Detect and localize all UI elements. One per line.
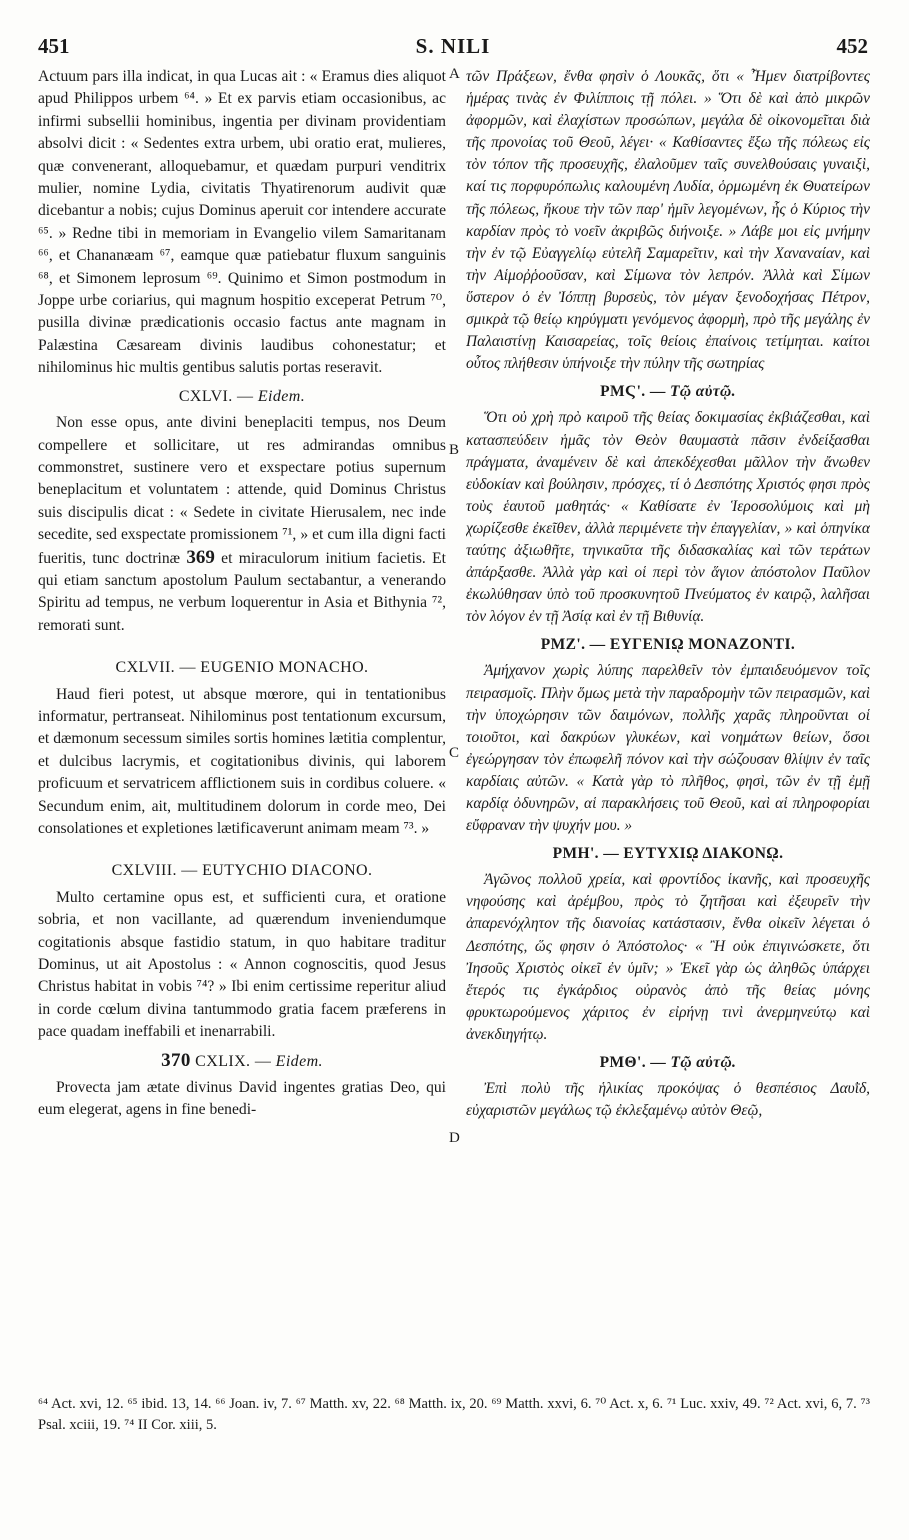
running-title: S. NILI bbox=[415, 34, 491, 58]
latin-heading-149-number: CXLIX. — bbox=[195, 1052, 276, 1070]
latin-paragraph-3: Haud fieri potest, ut absque mœrore, qui in tentationibus informatur, pertranseat. Nihilominus post tentationum excursum, et dæmonum secessum similes sortis homines lætitia complentur, et dulcibus lacrymis, et cogitationibus divinis, qui laborem proficuum et servatricem afflictionem suis in cordibus coluere. « Secundum enim, ait, multitudinem dolorum in corde meo, Dei consolationes et expletiones lætificaverunt animam meam ⁷³. » bbox=[38, 685, 446, 837]
greek-heading-149-number: ΡΜΘ'. — bbox=[599, 1054, 671, 1072]
latin-paragraph-2a: Non esse opus, ante divini beneplaciti tempus, nos Deum compellere et sollicitare, ut res admirandas omnibus commonstret, sustinere vero et exspectare potius supernum beneplacitum et voluntatem : attende, quid Dominus Christus suis discipulis dicat : « Sedete in civitate Hierusalem, nec inde secedite, sed exspectate promissionem ⁷¹, » et cum illa digni facti fueritis, tunc doctrinæ bbox=[38, 414, 446, 567]
migne-column-number-369: 369 bbox=[186, 546, 215, 568]
latin-column bbox=[38, 66, 446, 1386]
margin-letter-a: A bbox=[449, 66, 460, 82]
greek-heading-148: ΡΜΗ'. — ΕΥΤΥΧΙῼ ΔΙΑΚΟΝῼ. bbox=[552, 845, 784, 863]
latin-paragraph-4: Multo certamine opus est, et sufficienti cura, et oratione sobria, et non vacillante, ad quærendum inveniendumque cogitationis absque fastidio statum, in quo habitare traditur Dominus, ut ait Apostolus : « Annon cognoscitis, quod Jesus Christus habitat in vobis ⁷⁴? » Ibi enim certissime reperitur aliud in corde cœlum divina tantummodo gratia facem præferens in pace quadam ineffabili et inenarrabili. bbox=[38, 888, 446, 1041]
greek-heading-149-addressee: Τῷ αὐτῷ. bbox=[670, 1054, 737, 1072]
latin-heading-146 bbox=[38, 386, 446, 408]
greek-heading-146 bbox=[466, 381, 870, 403]
migne-column-number-370: 370 bbox=[161, 1049, 191, 1071]
margin-letter-c: C bbox=[449, 745, 460, 761]
latin-paragraph-2b: et miraculorum initium facietis. Et qui etiam sanctum apostolum Paulum sectabantur, a venerando Spiritu ad tempus, ne verbum loquerentur in Asia et Bithynia ⁷², remorati sunt. bbox=[38, 549, 446, 634]
latin-heading-147: CXLVII. — EUGENIO MONACHO. bbox=[115, 659, 369, 677]
page-number-left: 451 bbox=[38, 34, 70, 58]
greek-paragraph-2: Ὅτι οὐ χρὴ πρὸ καιροῦ τῆς θείας δοκιμασίας ἐκβιάζεσθαι, καὶ κατασπεύδειν ἡμᾶς τὸν Θεὸν θαυμαστὰ πᾶσιν ἐνδείξασθαι πράγματα, ἀναμένειν δὲ καὶ ἀπεκδέχεσθαι μᾶλλον τὴν ἄνωθεν εὐδοκίαν καὶ βούλησιν, πρόσχες, τί ὁ Δεσπότης Χριστός φησι πρὸς τοὺς ἑαυτοῦ μαθητάς· « Καθίσατε ἐν Ἱεροσολύμοις καὶ μὴ χωρίζεσθε ἐκεῖθεν, ἀλλὰ περιμένετε τὴν ἐπαγγελίαν, » καὶ ὁπηνίκα ταύτης ἀξιωθῆτε, τηνικαῦτα τῆς διδασκαλίας καὶ τῶν τεράτων ἀπάρξασθε. Ἀλλὰ γὰρ καὶ οἱ περὶ τὸν ἅγιον ἀπόστολον Παῦλον ἐκωλύθησαν ὑπὸ τοῦ προσκυνητοῦ Πνεύματος ἐν καιρῷ, λαλῆσαι τὸν λόγον ἐν τῇ Ἀσίᾳ καὶ ἐν τῇ Βιθυνίᾳ. bbox=[466, 409, 870, 626]
greek-paragraph-4: Ἀγῶνος πολλοῦ χρεία, καὶ φροντίδος ἱκανῆς, καὶ προσευχῆς νηφούσης καὶ ἀρέμβου, πρὸς τὸ ζητῆσαι καὶ ἐξευρεῖν τὴν ἀπαρενόχλητον τῆς διανοίας κατάστασιν, ἔνθα οἰκεῖν λέγεται ὁ Δεσπότης, ὥς φησιν ὁ Ἀπόστολος· « Ἢ οὐκ ἐπιγινώσκετε, ὅτι Ἰησοῦς Χριστὸς οἰκεῖ ἐν ὑμῖν; » Ἐκεῖ γὰρ ὡς ἀληθῶς ὑπάρχει ἕτερός τις ἐγκάρδιος οὐρανὸς ἀπὸ τῆς θείας μόνης φρυκτωρούμενος χάριτος ἐν εἰρήνῃ τινὶ ἀνερμηνεύτῳ καὶ ἀνεκδιηγήτῳ. bbox=[466, 871, 870, 1043]
greek-paragraph-5: Ἐπὶ πολὺ τῆς ἡλικίας προκόψας ὁ θεσπέσιος Δαυῒδ, εὐχαριστῶν μεγάλως τῷ ἐκλεξαμένῳ αὐτὸν Θεῷ, bbox=[466, 1080, 870, 1120]
margin-letter-b: B bbox=[449, 442, 460, 458]
page-header bbox=[38, 34, 868, 64]
greek-paragraph-3: Ἀμήχανον χωρὶς λύπης παρελθεῖν τὸν ἐμπαιδευόμενον τοῖς πειρασμοῖς. Πλὴν ὅμως μετὰ τὴν παραδρομὴν τῶν πειρασμῶν, καὶ τὴν ὑποχώρησιν τῶν δαιμόνων, πολλῆς χαρᾶς πληροῦνται οἱ τοιοῦτοι, καὶ δακρύων γλυκέων, καὶ νοημάτων θείων, ὅσοι ἐγεώργησαν τὸν ἐπωφελῆ πόνον καὶ τὴν σώζουσαν θλίψιν ἐν ταῖς καρδίαις αὐτῶν. « Κατὰ γὰρ τὸ πλῆθος, φησὶ, τῶν ἐν τῇ ἐμῇ καρδίᾳ ὀδυνηρῶν, αἱ παρακλήσεις τοῦ Θεοῦ, καὶ αἱ πληροφορίαι εὔφραναν τὴν ψυχήν μου. » bbox=[466, 662, 870, 835]
latin-heading-149 bbox=[38, 1050, 446, 1073]
page-number-right: 452 bbox=[836, 34, 868, 58]
greek-heading-146-addressee: Τῷ αὐτῷ. bbox=[670, 383, 736, 401]
latin-paragraph-5: Provecta jam ætate divinus David ingentes gratias Deo, qui eum elegerat, agens in fine benedi- bbox=[38, 1079, 446, 1119]
greek-paragraph-1: τῶν Πράξεων, ἔνθα φησὶν ὁ Λουκᾶς, ὅτι « Ἦμεν διατρίβοντες ἡμέρας τινὰς ἐν Φιλίπποις τῇ πόλει. » Ὅτι δὲ καὶ ἀπὸ μικρῶν ἀφορμῶν, καὶ ἐλαχίστων προσώπων, μεγάλα δὲ οἰκονομεῖται διὰ τῆς προνοίας τοῦ Θεοῦ, λέγει· « Καθίσαντες ἔξω τῆς πόλεως εἰς τὸν τόπον τῆς προσευχῆς, ἐλαλοῦμεν ταῖς συνελθούσαις γυναιξὶ, καί τις πορφυρόπωλις καλουμένη Λυδία, ὁρμωμένη ἐκ Θυατείρων τῆς πόλεως, ἤκουε τὴν τῶν παρ' ἡμῖν λεγομένων, ἧς ὁ Κύριος τὴν καρδίαν πρὸς τὸ νοεῖν ἀκριβῶς διήνοιξε. » Λάβε μοι εἰς μνήμην τὴν ἐν τῷ Εὐαγγελίῳ εὐτελῆ Σαμαρεῖτιν, καὶ τὴν Χαναναίαν, καὶ τὴν Αἱμοῤῥοοῦσαν, καὶ Σίμωνα τὸν λεπρόν. Ἀλλὰ καὶ Σίμων ὕστερον ὁ ἐν Ἰόππῃ βυρσεὺς, τὸν μέγαν ξενοδοχήσας Πέτρον, σμικρὰ τῷ θείῳ κηρύγματι γενόμενος ἀφορμὴ, πρὸ τῆς μεγάλης ἐν Παλαιστίνῃ Καισαρείας, τοῖς θείοις ἐπαίνοις τετίμηται. καίτοι οὗτος πλήθεσιν ὑπήνοιξε τὴν πύλην τῆς σωτηρίας bbox=[466, 68, 870, 373]
greek-heading-147: ΡΜΖ'. — ΕΥΓΕΝΙῼ ΜΟΝΑΖΟΝΤΙ. bbox=[540, 636, 796, 654]
greek-column bbox=[466, 66, 870, 1386]
latin-heading-148: CXLVIII. — EUTYCHIO DIACONO. bbox=[111, 862, 373, 880]
latin-paragraph-2 bbox=[38, 412, 446, 637]
latin-heading-146-number: CXLVI. — bbox=[178, 387, 258, 405]
latin-heading-149-addressee: Eidem. bbox=[275, 1052, 323, 1070]
greek-heading-149 bbox=[466, 1052, 870, 1074]
margin-letter-d: D bbox=[449, 1130, 460, 1146]
latin-paragraph-1: Actuum pars illa indicat, in qua Lucas ait : « Eramus dies aliquot apud Philippos urbem ⁶⁴. » Et ex parvis etiam occasionibus, ac infirmi subsellii hominibus, ingentia per divinam providentiam absolvi dicit : « Sedentes extra urbem, ubi oratio erat, mulieres, quæ convenerant, alloquebamur, et quædam purpuri venditrix mulier, nomine Lydia, civitatis Thyatirenorum audivit quæ dicebantur a nobis; cujus Dominus aperuit cor intendere accurate ⁶⁵. » Redne tibi in memoriam in Evangelio vilem Samaritanam ⁶⁶, et Chananæam ⁶⁷, eamque quæ patiebatur fluxum sanguinis ⁶⁸, et Simonem leprosum ⁶⁹. Quinimo et Simon postmodum in Joppe urbe coriarius, qui magnum hospitio exceperat Petrum ⁷⁰, pusilla divinæ prædicationis occasio factus ante magnam in Palæstina Cæsaream divinis laudibus cohonestatur; et nihilominus hic multis gentibus salutis portas reseravit. bbox=[38, 68, 446, 377]
greek-heading-146-number: ΡΜϚ'. — bbox=[600, 383, 671, 401]
footnotes: ⁶⁴ Act. xvi, 12. ⁶⁵ ibid. 13, 14. ⁶⁶ Joan. iv, 7. ⁶⁷ Matth. xv, 22. ⁶⁸ Matth. ix, 20. ⁶⁹ Matth. xxvi, 6. ⁷⁰ Act. x, 6. ⁷¹ Luc. xxiv, 49. ⁷² Act. xvi, 6, 7. ⁷³ Psal. xciii, 19. ⁷⁴ II Cor. xiii, 5. bbox=[38, 1396, 870, 1433]
latin-heading-146-addressee: Eidem. bbox=[257, 387, 306, 405]
